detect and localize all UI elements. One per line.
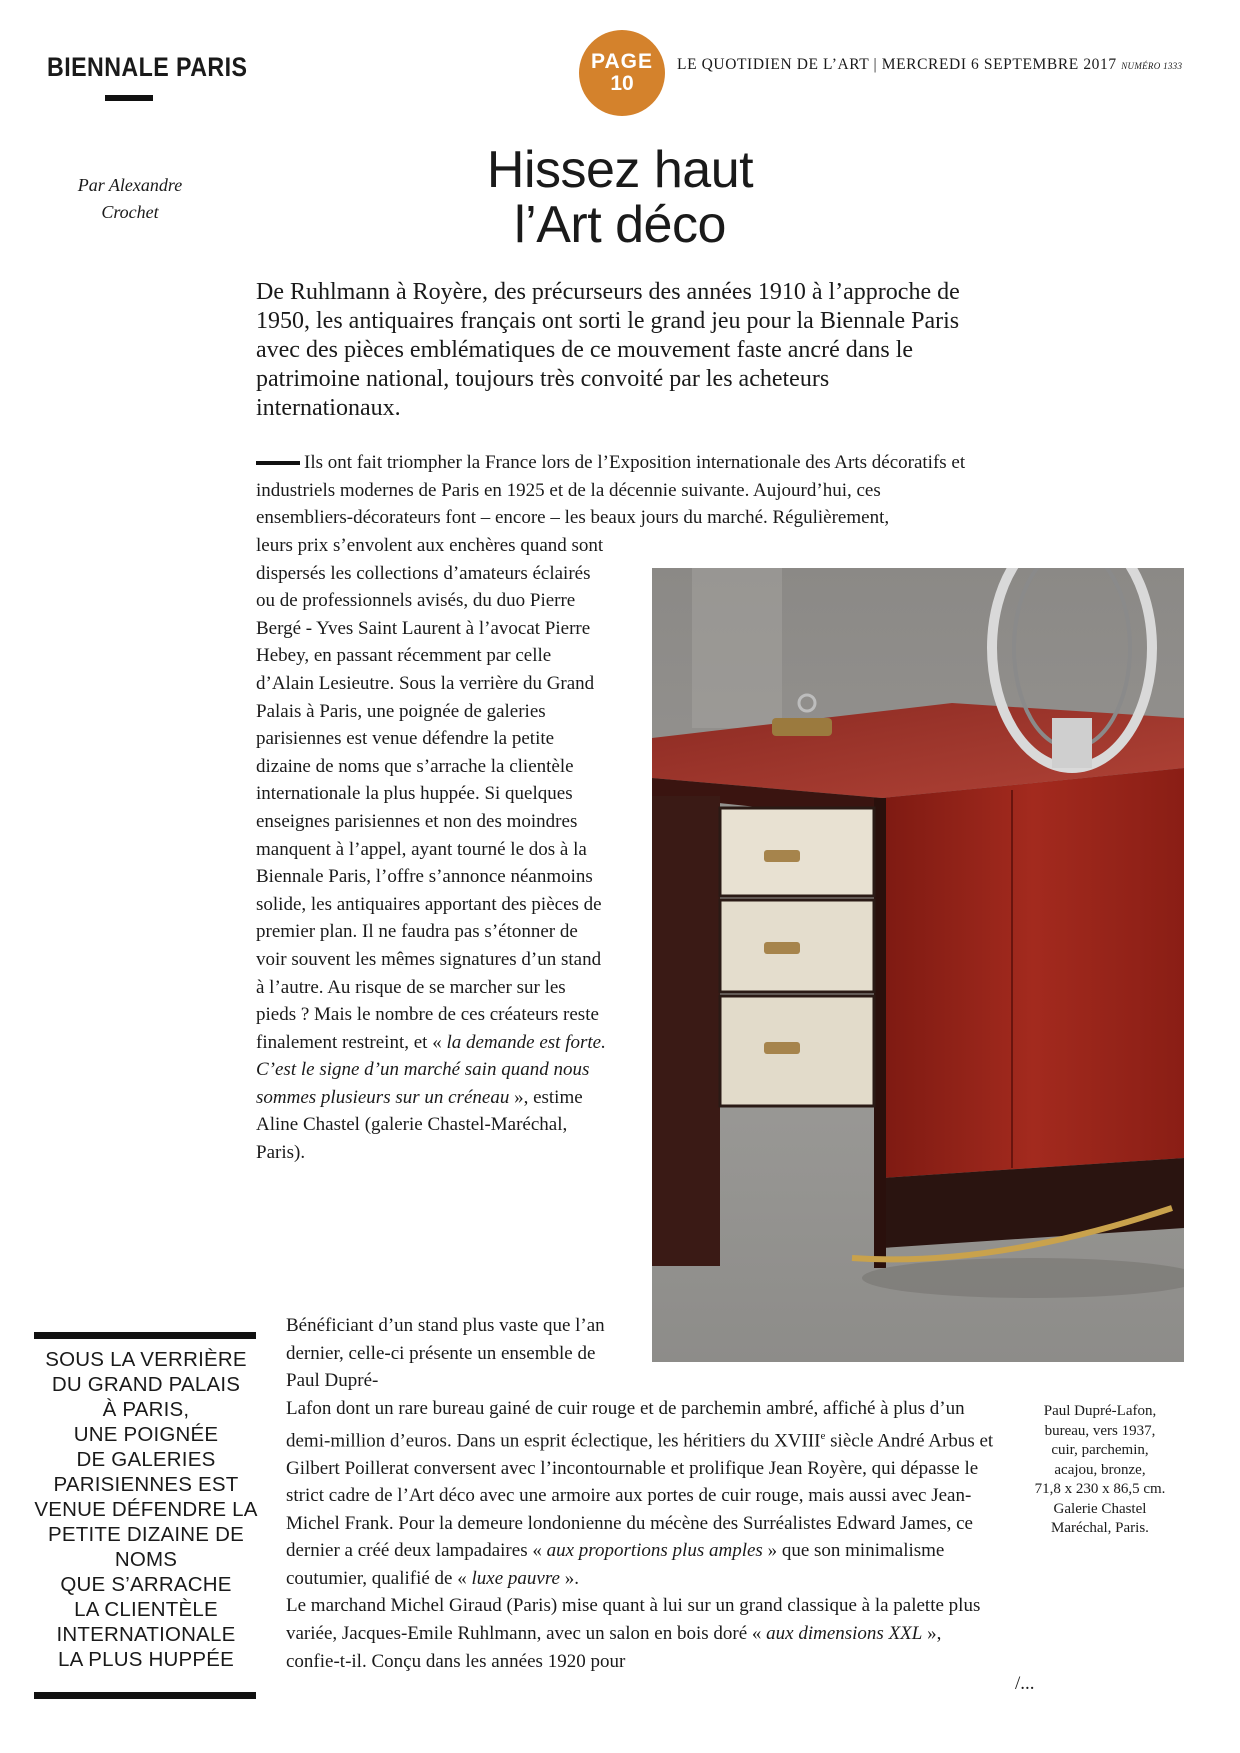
pullquote-line: LA CLIENTÈLE	[74, 1598, 218, 1621]
brand-underline	[105, 95, 153, 101]
body-text: » que son minimalisme coutumier, qualifié de «	[286, 1540, 945, 1589]
body-text: Lafon dont un rare bureau gainé de cuir rouge et de parchemin ambré, affiché à plus d’un demi-million d’euros. Dans un esprit éclectique, les héritiers du XVIII	[286, 1398, 965, 1451]
body-text: », confie-t-il. Conçu dans les années 1920 pour	[286, 1623, 942, 1672]
photo-caption	[1010, 1402, 1190, 1539]
quote-aline-chastel: la demande est forte. C’est le signe d’un marché sain quand nous sommes plusieurs sur un créneau	[256, 1031, 606, 1108]
pullquote-line: À PARIS,	[102, 1398, 190, 1421]
section-brand: BIENNALE PARIS	[47, 52, 248, 82]
caption-line: Galerie Chastel	[1053, 1500, 1147, 1517]
standfirst: De Ruhlmann à Royère, des précurseurs des années 1910 à l’approche de 1950, les antiquaires français ont sorti le grand jeu pour la Biennale Paris avec des pièces emblématiques de ce mouvement faste ancré dans le patrimoine national, toujours très convoité par les acheteurs internationaux.	[256, 279, 960, 421]
body-column	[256, 532, 606, 1167]
lead-rule	[256, 461, 300, 465]
masthead	[677, 56, 1182, 74]
body-column-text-after-quote: », estime Aline Chastel (galerie Chastel-Maréchal, Paris).	[256, 1086, 583, 1164]
byline	[50, 172, 210, 226]
desk-photo	[652, 568, 1184, 1362]
quote-luxe-pauvre: luxe pauvre	[471, 1567, 560, 1589]
article-title-line-1: Hissez haut	[486, 141, 754, 199]
pullquote-line: VENUE DÉFENDRE LA	[34, 1498, 258, 1521]
pullquote	[30, 1347, 262, 1672]
pullquote-line: NOMS	[114, 1548, 178, 1571]
article-title	[440, 143, 800, 253]
century-superscript: e	[820, 1429, 826, 1442]
continued-marker: /...	[1015, 1673, 1035, 1694]
pullquote-line: DU GRAND PALAIS	[51, 1373, 241, 1396]
issue-number: NUMÉRO 1333	[1121, 61, 1183, 71]
body-paragraph-intro	[256, 449, 968, 532]
body-text: ».	[564, 1567, 579, 1589]
body-intro-text: Ils ont fait triompher la France lors de l’Exposition internationale des Arts décoratifs et industriels modernes de Paris en 1925 et de la décennie suivante. Aujourd’hui, ces ensembliers-décorateurs font – encore – les beaux jours du marché. Régulièrement,	[256, 452, 966, 529]
pullquote-line: QUE S’ARRACHE	[60, 1573, 232, 1596]
body-column-text: leurs prix s’envolent aux enchères quand sont dispersés les collections d’amateurs éclairés ou de professionnels avisés, du duo Pierre Bergé - Yves Saint Laurent à l’avocat Pierre Hebey, en passant récemment par celle d’Alain Lesieutre. Sous la verrière du Grand Palais à Paris, une poignée de galeries parisiennes est venue défendre la petite dizaine de noms que s’arrache la clientèle internationale la plus huppée. Si quelques enseignes parisiennes et non des moindres manquent à l’appel, ayant tourné le dos à la Biennale Paris, l’offre s’annonce néanmoins solide, les antiquaires apportant des pièces de premier plan. Il ne faudra pas s’étonner de voir souvent les mêmes signatures d’un stand à l’autre. Au risque de se marcher sur les pieds ? Mais le nombre de ces créateurs reste finalement restreint, et «	[256, 535, 604, 1053]
caption-line: cuir, parchemin,	[1051, 1442, 1149, 1458]
quote-proportions: aux proportions plus amples	[546, 1540, 763, 1562]
caption-line: 71,8 x 230 x 86,5 cm.	[1034, 1481, 1166, 1497]
pullquote-line: LA PLUS HUPPÉE	[58, 1648, 234, 1671]
page-number-badge	[579, 30, 665, 116]
pullquote-line: INTERNATIONALE	[56, 1623, 236, 1646]
article-title-line-2: l’Art déco	[514, 196, 726, 254]
page-number: 10	[610, 72, 634, 95]
caption-line: bureau, vers 1937,	[1044, 1422, 1156, 1439]
pullquote-top-rule	[34, 1332, 256, 1339]
body-paragraph-continued	[286, 1395, 996, 1675]
caption-line: Paul Dupré-Lafon,	[1043, 1403, 1157, 1419]
caption-line: acajou, bronze,	[1054, 1461, 1146, 1478]
pullquote-line: UNE POIGNÉE	[73, 1423, 219, 1446]
byline-line-2: Crochet	[101, 202, 159, 222]
pullquote-line: PETITE DIZAINE DE	[48, 1523, 244, 1546]
body-text: Le marchand Michel Giraud (Paris) mise quant à lui sur un grand classique à la palette plus variée, Jacques-Emile Ruhlmann, avec un salon en bois doré «	[286, 1595, 981, 1645]
body-text: siècle André Arbus et Gilbert Poillerat conversent avec l’incontournable et prolifique Jean Royère, qui dépasse le strict cadre de l’Art déco avec une armoire aux portes de cuir rouge, mais aussi avec Jean-Michel Frank. Pour la demeure londonienne du mécène des Surréalistes Edward James, ce dernier a créé deux lampadaires «	[286, 1429, 994, 1562]
body-column-indented: Bénéficiant d’un stand plus vaste que l’an dernier, celle-ci présente un ensemble de Paul Dupré-	[286, 1315, 605, 1392]
pullquote-line: SOUS LA VERRIÈRE	[45, 1348, 247, 1371]
byline-line-1: Par Alexandre	[77, 175, 183, 195]
pullquote-bottom-rule	[34, 1692, 256, 1699]
quote-dimensions: aux dimensions XXL	[766, 1623, 923, 1645]
page-label: PAGE	[591, 50, 653, 73]
pullquote-line: PARISIENNES EST	[53, 1473, 239, 1496]
caption-line: Maréchal, Paris.	[1051, 1520, 1149, 1536]
masthead-text: LE QUOTIDIEN DE L’ART | MERCREDI 6 SEPTEMBRE 2017	[677, 56, 1117, 73]
pullquote-line: DE GALERIES	[76, 1448, 216, 1471]
